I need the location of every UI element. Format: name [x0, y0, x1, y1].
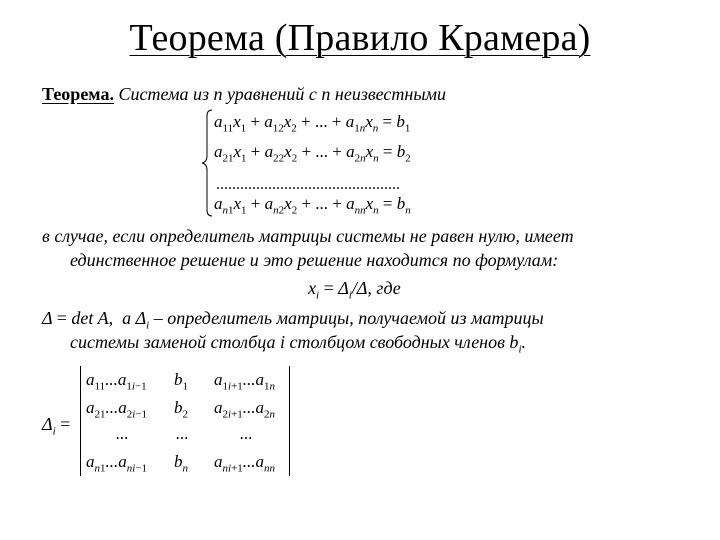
condition-line-2: единственное решение и это решение находится по формулам:	[70, 250, 559, 270]
determinant-matrix	[80, 366, 290, 476]
equation-row-2: $a_{21}x_1 + a_{22}x_2$ + ... + $a_{2n}x_n = b_2$	[214, 142, 411, 165]
theorem-line	[42, 84, 446, 105]
det-cell-1-3: $a_{1i+1}...a_{1n}$	[214, 370, 276, 393]
det-cell-2-2: $b_2$	[174, 398, 188, 421]
det-cell-4-3: $a_{ni+1}...a_{nn}$	[214, 452, 276, 475]
theorem-label: Теорема.	[42, 84, 114, 104]
det-cell-3-3: ...	[240, 424, 253, 443]
det-cell-2-3: $a_{2i+1}...a_{2n}$	[214, 398, 276, 421]
cramer-formula: $x_i = \Delta_i/\Delta$, где	[308, 278, 401, 302]
det-cell-4-1: $a_{n1}...a_{ni-1}$	[86, 452, 148, 475]
equation-system	[200, 108, 480, 218]
det-cell-1-2: $b_1$	[174, 370, 188, 393]
condition-line-1: в случае, если определитель матрицы системы не равен нулю, имеет	[42, 226, 574, 246]
det-cell-1-1: $a_{11}...a_{1i-1}$	[86, 370, 147, 393]
definition-line-2: системы заменой столбца i столбцом свободных членов $b_i$.	[70, 332, 526, 356]
determinant-label: $\Delta_i$ =	[42, 414, 71, 438]
det-cell-2-1: $a_{21}...a_{2i-1}$	[86, 398, 148, 421]
determinant-left-bar	[80, 366, 81, 476]
slide-title: Теорема (Правило Крамера)	[129, 17, 591, 59]
det-cell-3-2: ...	[176, 424, 189, 443]
definition-line-1: Δ = det A, а $\Delta_i$ – определитель матрицы, получаемой из матрицы	[42, 308, 544, 332]
left-brace-icon	[200, 108, 214, 218]
determinant-right-bar	[289, 366, 290, 476]
det-cell-3-1: ...	[116, 424, 129, 443]
equation-row-1: $a_{11}x_1 + a_{12}x_2$ + ... + $a_{1n}x_n = b_1$	[214, 112, 411, 135]
det-cell-4-2: $b_n$	[174, 452, 188, 475]
theorem-text: Система из n уравнений с n неизвестными	[113, 84, 447, 104]
equation-row-n: $a_{n1}x_1 + a_{n2}x_2$ + ... + $a_{nn}x_n = b_n$	[214, 194, 411, 217]
equation-dots: ..............................................	[216, 176, 400, 193]
